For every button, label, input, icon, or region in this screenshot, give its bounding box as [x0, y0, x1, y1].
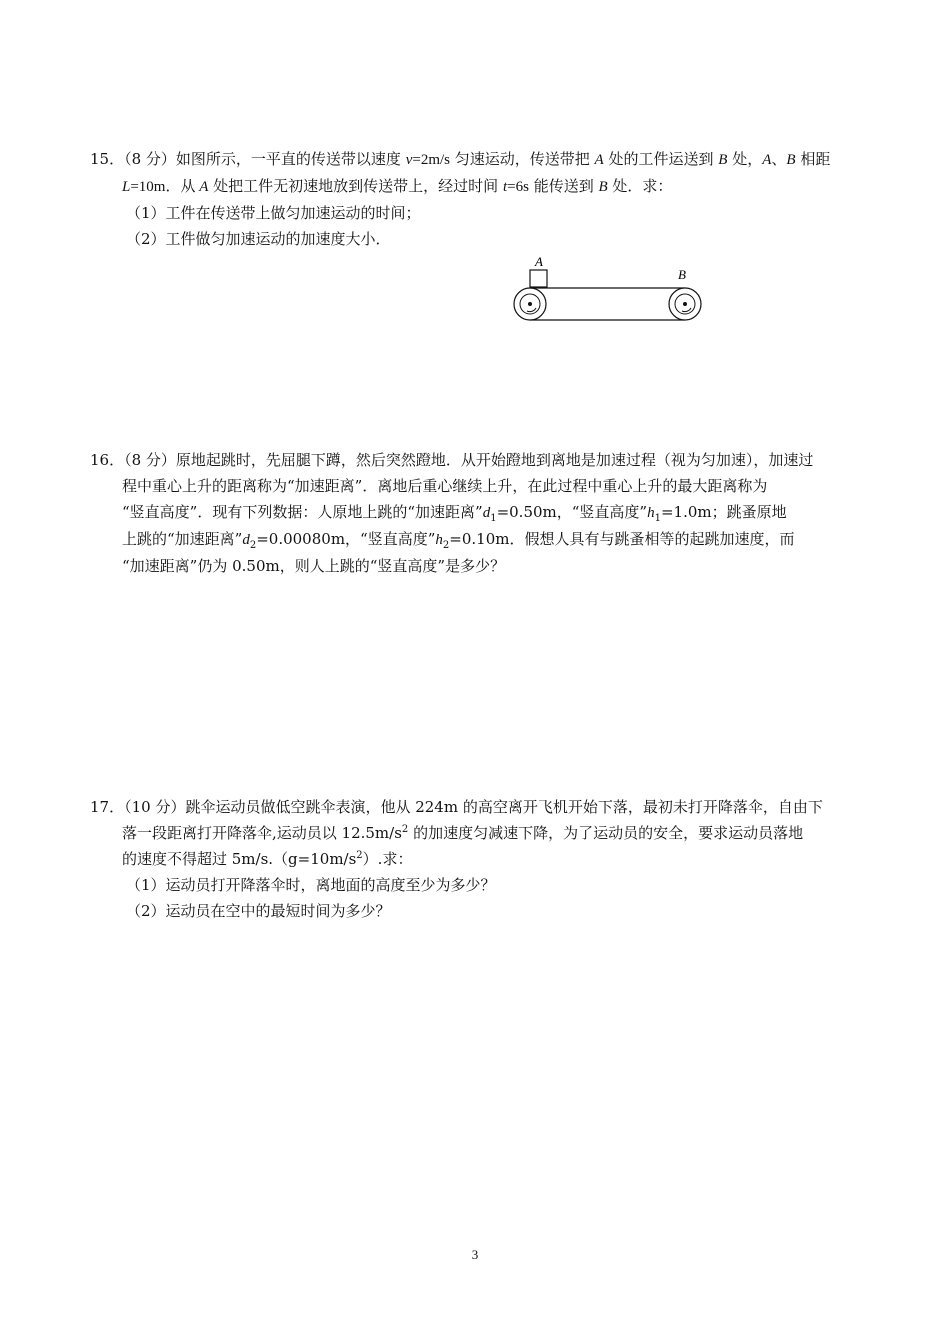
question-16-text: 原地起跳时，先屈腿下蹲，然后突然蹬地．从开始蹬地到离地是加速过程（视为匀加速），加速过	[175, 451, 814, 469]
question-17-text: ）.求：	[362, 850, 413, 868]
right-pulley	[669, 288, 701, 320]
question-15-number: 15．	[90, 150, 125, 168]
symbol-b: B	[718, 152, 728, 168]
question-16-line-1	[90, 447, 865, 473]
symbol-a: A	[762, 152, 772, 168]
question-15-text: 处．求：	[607, 177, 673, 195]
value-l: =10m．从	[130, 179, 200, 195]
symbol-d: d	[482, 505, 491, 521]
question-15-sub-2: （2）工件做匀加速运动的加速度大小．	[126, 230, 391, 248]
question-17-line-1	[90, 794, 865, 820]
question-16-line-4	[90, 526, 865, 553]
symbol-d: d	[242, 532, 250, 548]
question-16-score: （8 分）	[124, 451, 176, 469]
question-17-number: 17．	[90, 798, 125, 816]
value-d2: =0.00080m，“竖直高度”	[256, 530, 436, 548]
subscript: 2	[249, 540, 257, 551]
question-17-text: 跳伞运动员做低空跳伞表演，他从 224m 的高空离开飞机开始下落，最初未打开降落伞，自由下	[185, 798, 823, 816]
superscript: 2	[356, 850, 363, 861]
figure-label-b: B	[678, 267, 686, 282]
question-16-line-3	[90, 499, 865, 526]
symbol-t: t	[502, 179, 508, 195]
question-15-text: 处把工件无初速地放到传送带上，经过时间	[208, 177, 503, 195]
symbol-h: h	[435, 532, 443, 548]
question-17-text: 的速度不得超过 5m/s.（g=10m/s	[122, 850, 357, 868]
conveyor-belt-figure	[505, 250, 715, 330]
question-16-line-5: “加速距离”仍为 0.50m，则人上跳的“竖直高度”是多少？	[122, 557, 506, 575]
question-15-text: 匀速运动，传送带把	[450, 150, 595, 168]
question-15-line-2	[90, 173, 865, 200]
page-number: 3	[471, 1247, 479, 1262]
value-t: =6s	[507, 179, 529, 195]
question-17-line-3	[90, 846, 865, 872]
symbol-b: B	[598, 179, 608, 195]
question-17-sub-1: （1）运动员打开降落伞时，离地面的高度至少为多少？	[126, 876, 496, 894]
symbol-h: h	[647, 505, 655, 521]
question-15-text: 如图所示，一平直的传送带以速度	[175, 150, 406, 168]
question-17-sub-2: （2）运动员在空中的最短时间为多少？	[126, 902, 391, 920]
question-15-text: 处，	[727, 150, 763, 168]
symbol-a: A	[594, 152, 604, 168]
value-h2: =0.10m．假想人具有与跳蚤相等的起跳加速度，而	[449, 530, 795, 548]
question-15-text: 相距	[795, 150, 831, 168]
symbol-a: A	[199, 179, 209, 195]
separator: 、	[771, 150, 787, 168]
subscript: 1	[490, 513, 497, 524]
question-15-text: 能传送到	[528, 177, 599, 195]
question-16-text: 上跳的“加速距离”	[122, 530, 243, 548]
question-17-text: 落一段距离打开降落伞,运动员以 12.5m/s	[122, 824, 402, 842]
question-16-number: 16．	[90, 451, 125, 469]
value-v: =2m/s	[412, 152, 450, 168]
value-d1: =0.50m，“竖直高度”	[496, 503, 648, 521]
figure-label-a: A	[535, 254, 543, 269]
question-17	[90, 794, 865, 924]
question-17-score: （10 分）	[124, 798, 186, 816]
question-15	[90, 146, 865, 252]
symbol-v: v	[405, 152, 413, 168]
question-16-text: “竖直高度”．现有下列数据：人原地上跳的“加速距离”	[122, 503, 483, 521]
question-16-line-2: 程中重心上升的距离称为“加速距离”．离地后重心继续上升，在此过程中重心上升的最大距离称为	[122, 477, 768, 495]
subscript: 2	[442, 540, 450, 551]
question-17-line-2	[90, 820, 865, 846]
question-15-line-1	[90, 146, 865, 173]
question-15-text: 处的工件运送到	[603, 150, 719, 168]
question-15-score: （8 分）	[124, 150, 176, 168]
subscript: 1	[654, 513, 661, 524]
symbol-b: B	[786, 152, 796, 168]
superscript: 2	[401, 824, 409, 835]
left-pulley	[514, 288, 546, 320]
symbol-l: L	[122, 179, 131, 195]
question-15-sub-1: （1）工件在传送带上做匀加速运动的时间；	[126, 204, 421, 222]
question-17-text: 的加速度匀减速下降，为了运动员的安全，要求运动员落地	[408, 824, 804, 842]
value-h1: =1.0m；跳蚤原地	[660, 503, 787, 521]
workpiece-box	[530, 270, 547, 287]
question-16	[90, 447, 865, 579]
